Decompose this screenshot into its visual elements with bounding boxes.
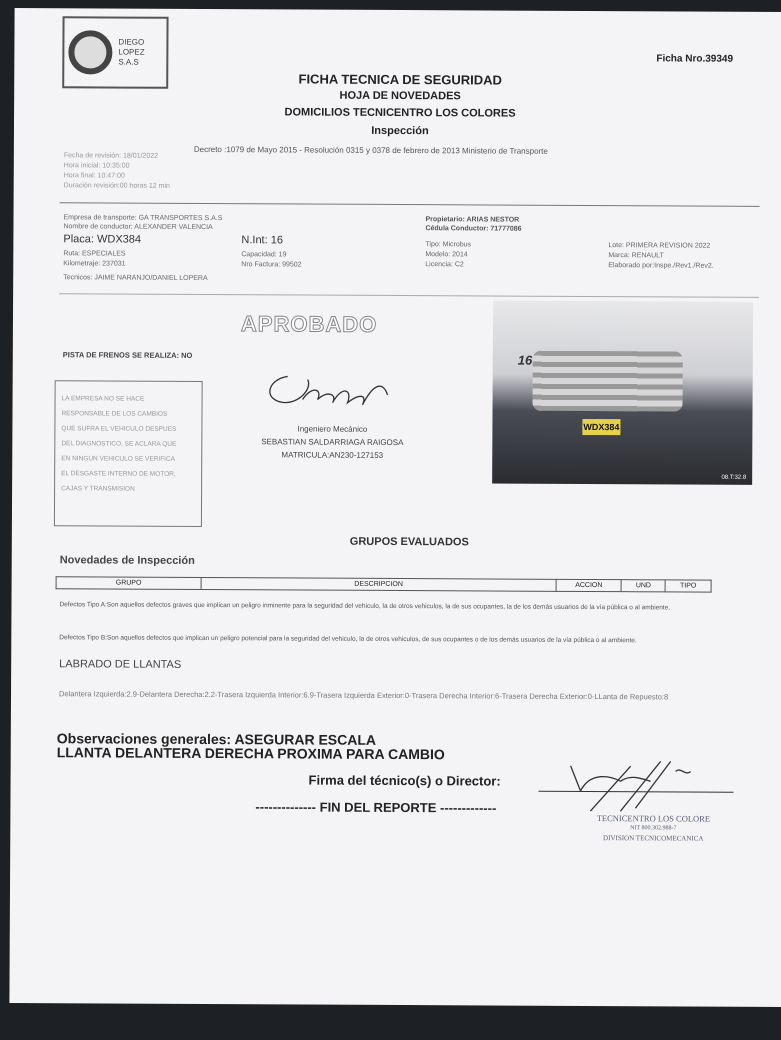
capacidad: Capacidad: 19 <box>241 251 287 259</box>
approved-stamp: APROBADO <box>240 311 378 337</box>
tecnicos: Tecnicos: JAIME NARANJO/DANIEL LOPERA <box>63 274 208 283</box>
col-tipo: TIPO <box>665 580 711 592</box>
disclaimer-line: QUE SUFRA EL VEHICULO DESPUES <box>61 425 177 433</box>
doc-subtitle: Inspección <box>371 124 429 138</box>
lote: Lote: PRIMERA REVISION 2022 <box>608 242 711 250</box>
empresa: Empresa de transporte: GA TRANSPORTES S.A.S <box>63 214 223 223</box>
license-plate: WDX384 <box>582 419 620 435</box>
director-signature <box>560 756 710 817</box>
logo-text: S.A.S <box>118 57 139 67</box>
wheel-icon <box>68 30 112 74</box>
divider <box>59 293 759 298</box>
disclaimer-line: DEL DIAGNOSTICO, SE ACLARA QUE <box>61 440 177 448</box>
engineer-matricula: MATRICULA:AN230-127153 <box>281 450 384 460</box>
disclaimer-box <box>54 380 203 527</box>
col-grupo: GRUPO <box>56 577 201 590</box>
kilometraje: Kilometraje: 237031 <box>63 260 126 268</box>
col-accion: ACCION <box>556 579 622 591</box>
col-und: UND <box>622 580 666 592</box>
doc-subtitle: HOJA DE NOVEDADES <box>339 89 461 103</box>
disclaimer-line: LA EMPRESA NO SE HACE <box>61 395 145 403</box>
grupos-title: GRUPOS EVALUADOS <box>349 535 469 549</box>
modelo: Modelo: 2014 <box>425 251 468 259</box>
novedades-title: Novedades de Inspección <box>59 554 195 567</box>
defectos-a: Defectos Tipo A:Son aquellos defectos graves que implican un peligro inminente para la seguridad del vehiculo, la de otros vehiculos, la de sus ocupantes, la de los demás usuarios de la vía pública o al ambiente. <box>59 601 671 612</box>
hora-inicial: Hora inicial: 10:35:00 <box>63 162 130 170</box>
photo-number: 16 <box>517 352 533 368</box>
licencia: Licencia: C2 <box>425 261 464 269</box>
duracion: Duración revisión:00 horas 12 min <box>63 182 170 190</box>
decreto: Decreto :1079 de Mayo 2015 - Resolución 0315 y 0378 de febrero de 2013 Ministerio de Transporte <box>193 144 548 156</box>
observaciones-detalle: LLANTA DELANTERA DERECHA PROXIMA PARA CAMBIO <box>56 744 445 763</box>
vehicle-photo <box>492 300 753 484</box>
cedula: Cédula Conductor: 71777086 <box>425 225 522 233</box>
fecha-revision: Fecha de revisión: 18/01/2022 <box>63 152 159 160</box>
engineer-title: Ingeniero Mecánico <box>297 424 368 434</box>
vehicle-grille <box>533 351 683 412</box>
disclaimer-line: CAJAS Y TRANSMISION <box>61 485 135 493</box>
logo-text: DIEGO <box>118 37 145 47</box>
photo-timestamp: 08.T:32.8 <box>721 474 747 481</box>
engineer-signature <box>257 364 397 415</box>
labrado-values: Delantera Izquierda:2.9-Delantera Derecha:2.2-Trasera Izquierda Interior:6.9-Trasera Izquierda Exterior:0-Trasera Derecha Interior:6-Trasera Derecha Exterior:0-LLanta de Repuesto:8 <box>58 689 669 702</box>
seal-text: NIT 800.302.988-7 <box>630 825 677 832</box>
engineer-name: SEBASTIAN SALDARRIAGA RAIGOSA <box>261 437 404 448</box>
hora-final: Hora final: 10:47:00 <box>63 172 125 180</box>
seal-text: DIVISION TECNICOMECANICA <box>603 834 704 843</box>
pista-frenos: PISTA DE FRENOS SE REALIZA: NO <box>62 350 193 360</box>
defectos-b: Defectos Tipo B:Son aquellos defectos que implican un peligro potencial para la seguridad del vehiculo, la de otros vehiculos, de sus ocupantes o de los demás usuarios de la vía pública o al ambiente. <box>59 634 637 645</box>
table-header-row <box>56 577 711 592</box>
divider <box>60 202 760 207</box>
logo-text: LOPEZ <box>118 47 145 57</box>
firma-label: Firma del técnico(s) o Director: <box>308 772 501 789</box>
doc-title: FICHA TECNICA DE SEGURIDAD <box>298 71 502 88</box>
disclaimer-line: RESPONSABLE DE LOS CAMBIOS <box>61 410 168 418</box>
doc-subtitle: DOMICILIOS TECNICENTRO LOS COLORES <box>284 106 516 120</box>
factura: Nro Factura: 99502 <box>241 261 302 269</box>
document-page <box>9 8 781 1007</box>
marca: Marca: RENAULT <box>608 252 664 260</box>
tecnicentro-seal <box>588 813 718 844</box>
propietario: Propietario: ARIAS NESTOR <box>425 216 520 224</box>
labrado-title: LABRADO DE LLANTAS <box>59 658 182 671</box>
fin-reporte: -------------- FIN DEL REPORTE ------------- <box>255 799 497 816</box>
disclaimer-line: EN NINGUN VEHICULO SE VERIFICA <box>61 455 176 463</box>
conductor: Nombre de conductor: ALEXANDER VALENCIA <box>63 223 213 232</box>
ruta: Ruta: ESPECIALES <box>63 250 126 258</box>
tipo: Tipo: Microbus <box>425 241 472 249</box>
numero-interno: N.Int: 16 <box>241 234 284 247</box>
col-descripcion: DESCRIPCION <box>201 577 556 591</box>
elaborado: Elaborado por:Inspe./Rev1./Rev2. <box>608 262 714 270</box>
observaciones: Observaciones generales: ASEGURAR ESCALA <box>56 730 377 748</box>
ficha-number: Ficha Nro.39349 <box>656 53 734 65</box>
novedades-table <box>56 576 712 592</box>
seal-text: TECNICENTRO LOS COLORE <box>596 813 711 824</box>
placa: Placa: WDX384 <box>63 233 142 246</box>
disclaimer-line: EL DESGASTE INTERNO DE MOTOR, <box>61 470 176 478</box>
